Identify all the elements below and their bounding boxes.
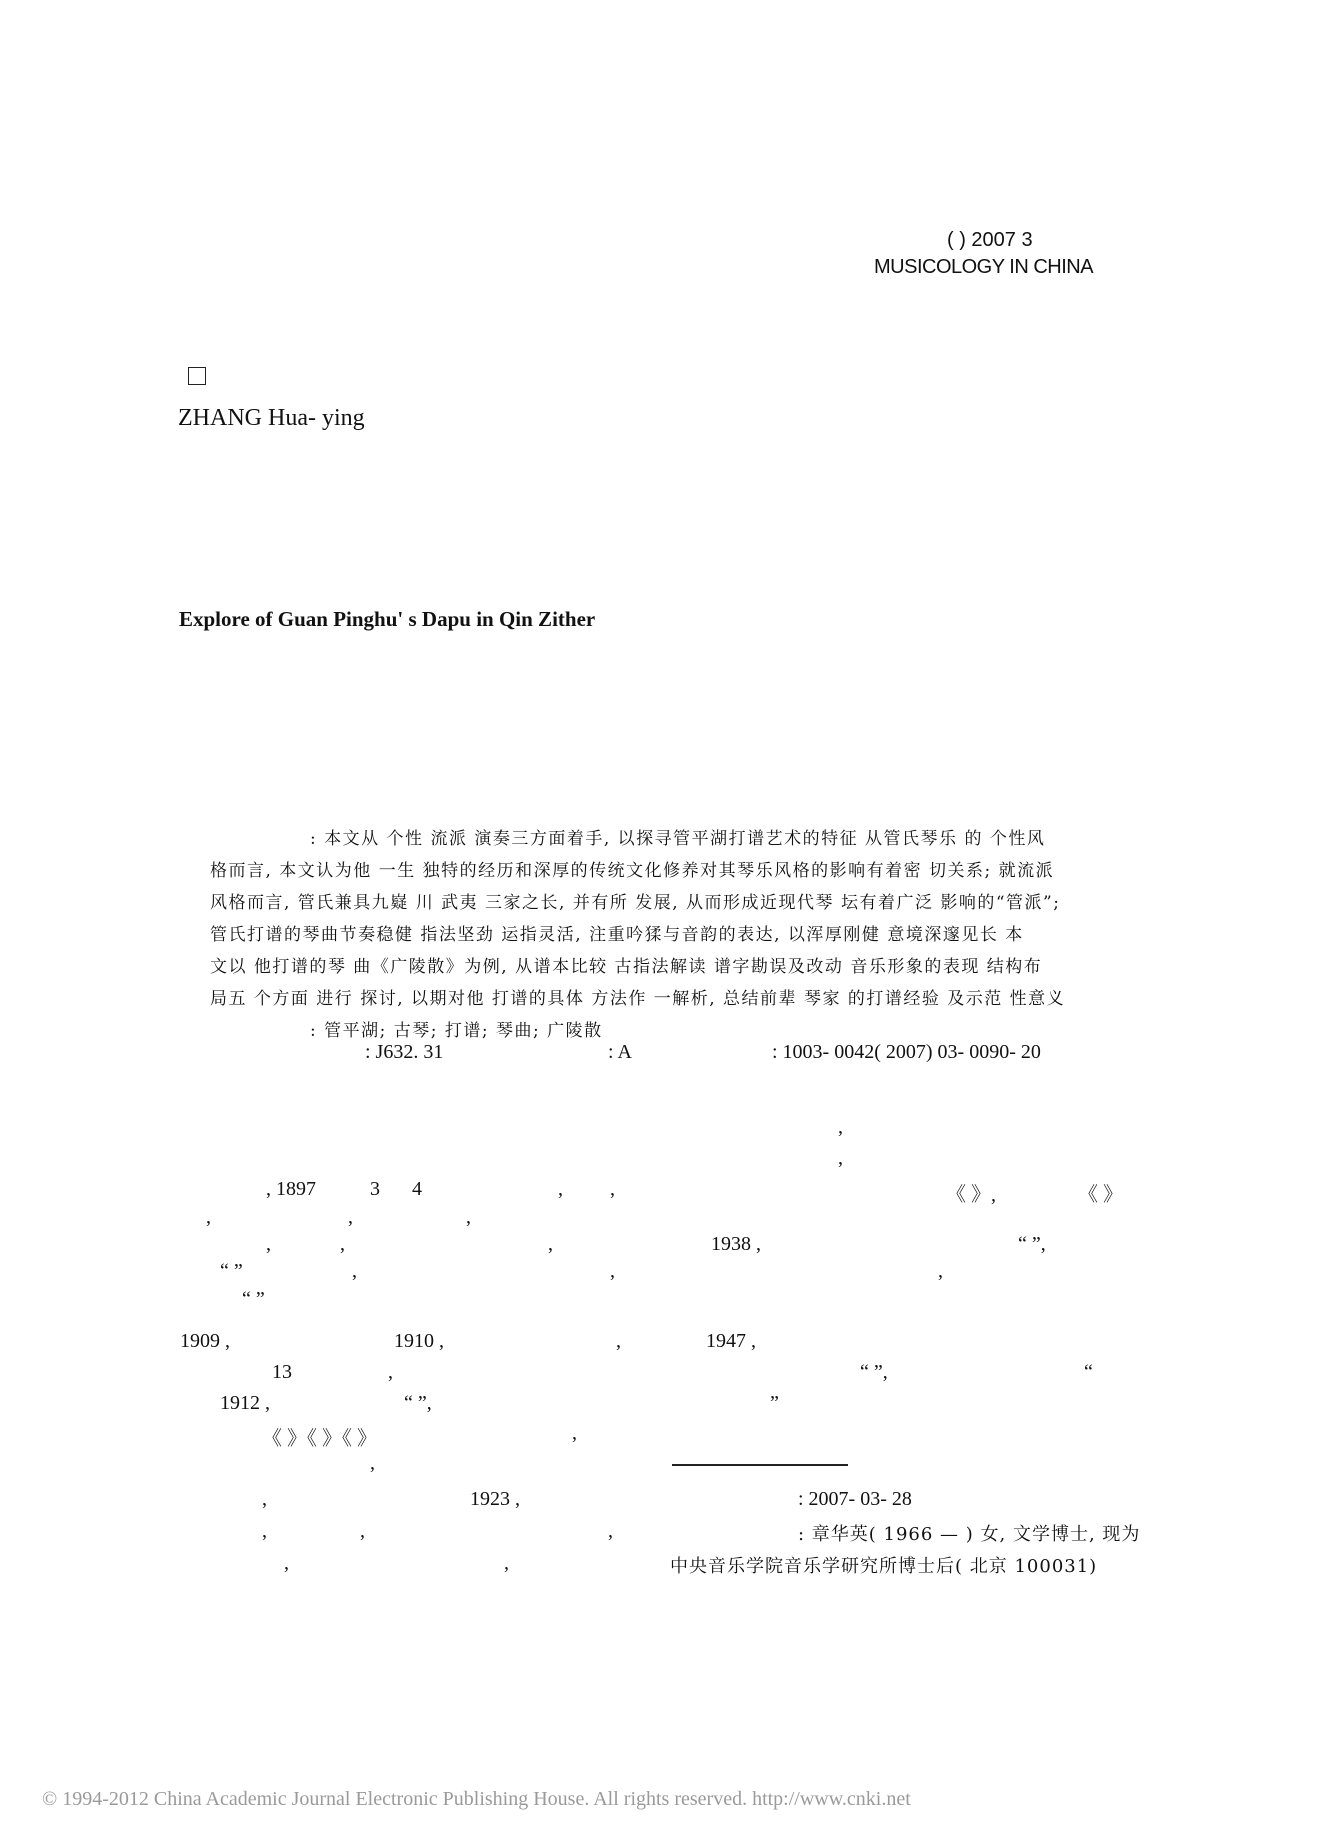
- body-fragment: “ ”,: [1018, 1233, 1046, 1255]
- body-fragment: ,: [352, 1260, 357, 1282]
- body-fragment: ,: [266, 1233, 271, 1255]
- body-fragment: 13: [272, 1361, 292, 1383]
- body-fragment: ,: [558, 1178, 563, 1200]
- journal-name: MUSICOLOGY IN CHINA: [874, 256, 1094, 278]
- clc-number: : J632. 31: [365, 1041, 444, 1063]
- body-fragment: ,: [262, 1520, 267, 1542]
- abstract-line: 局五 个方面 进行 探讨, 以期对他 打谱的具体 方法作 一解析, 总结前辈 琴家 的打谱经验 及示范 性意义: [210, 989, 1066, 1009]
- body-fragment: ,: [616, 1330, 621, 1352]
- body-fragment: ,: [548, 1233, 553, 1255]
- body-fragment: ,: [284, 1552, 289, 1574]
- body-fragment: 1910 ,: [394, 1330, 444, 1352]
- body-fragment: “ ”: [220, 1260, 243, 1282]
- body-fragment: 1938 ,: [711, 1233, 761, 1255]
- body-fragment: ,: [610, 1178, 615, 1200]
- body-fragment: ”: [770, 1392, 779, 1414]
- abstract-line: 风格而言, 管氏兼具九嶷 川 武夷 三家之长, 并有所 发展, 从而形成近现代琴 坛有着广泛 影响的“管派”;: [210, 893, 1061, 913]
- footnote-divider: [672, 1464, 848, 1466]
- body-fragment: , 1897: [266, 1178, 316, 1200]
- body-fragment: ,: [838, 1116, 843, 1138]
- issue-info: ( ) 2007 3: [947, 229, 1033, 251]
- body-fragment: “ ”,: [860, 1361, 888, 1383]
- author-bio-line: 中央音乐学院音乐学研究所博士后( 北京 100031): [670, 1556, 1098, 1577]
- body-fragment: ,: [370, 1452, 375, 1474]
- body-fragment: “ ”: [242, 1288, 265, 1310]
- body-fragment: ,: [938, 1260, 943, 1282]
- body-fragment: ,: [838, 1147, 843, 1169]
- body-fragment: 1912 ,: [220, 1392, 270, 1414]
- body-fragment: 1909 ,: [180, 1330, 230, 1352]
- keywords: : 管平湖; 古琴; 打谱; 琴曲; 广陵散: [310, 1021, 603, 1041]
- body-fragment: ,: [608, 1520, 613, 1542]
- body-fragment: ,: [466, 1206, 471, 1228]
- body-fragment: “: [1084, 1361, 1093, 1383]
- author-name-en: ZHANG Hua- ying: [178, 405, 365, 431]
- abstract-line: : 本文从 个性 流派 演奏三方面着手, 以探寻管平湖打谱艺术的特征 从管氏琴乐 的 个性风: [310, 829, 1046, 849]
- received-date: : 2007- 03- 28: [798, 1488, 912, 1510]
- body-fragment: ,: [572, 1422, 577, 1444]
- body-fragment: 3: [370, 1178, 380, 1200]
- body-fragment: 1947 ,: [706, 1330, 756, 1352]
- body-fragment: ,: [610, 1260, 615, 1282]
- body-fragment: “ ”,: [404, 1392, 432, 1414]
- body-fragment: ,: [348, 1206, 353, 1228]
- abstract-line: 格而言, 本文认为他 一生 独特的经历和深厚的传统文化修养对其琴乐风格的影响有着密 切关系; 就流派: [210, 861, 1055, 881]
- body-fragment: ,: [504, 1552, 509, 1574]
- author-bio-line: : 章华英( 1966 — ) 女, 文学博士, 现为: [798, 1524, 1141, 1545]
- body-fragment: 《 》,: [946, 1184, 996, 1206]
- article-title-en: Explore of Guan Pinghu' s Dapu in Qin Zither: [179, 607, 596, 631]
- copyright-footer: © 1994-2012 China Academic Journal Electronic Publishing House. All rights reserved. http://www.cnki.net: [42, 1788, 911, 1810]
- abstract-line: 管氏打谱的琴曲节奏稳健 指法坚劲 运指灵活, 注重吟猱与音韵的表达, 以浑厚刚健 意境深邃见长 本: [210, 925, 1024, 945]
- body-fragment: ,: [340, 1233, 345, 1255]
- article-id: : 1003- 0042( 2007) 03- 0090- 20: [772, 1041, 1041, 1063]
- body-fragment: ,: [360, 1520, 365, 1542]
- body-fragment: 4: [412, 1178, 422, 1200]
- document-code: : A: [608, 1041, 632, 1063]
- body-fragment: ,: [388, 1361, 393, 1383]
- body-fragment: 《 》《 》《 》: [262, 1428, 377, 1450]
- body-fragment: ,: [262, 1488, 267, 1510]
- body-fragment: 《 》: [1078, 1184, 1123, 1206]
- body-fragment: ,: [206, 1206, 211, 1228]
- abstract-line: 文以 他打谱的琴 曲《广陵散》为例, 从谱本比较 古指法解读 谱字勘误及改动 音乐形象的表现 结构布: [210, 957, 1043, 977]
- body-fragment: 1923 ,: [470, 1488, 520, 1510]
- checkbox-square-icon: [188, 367, 206, 385]
